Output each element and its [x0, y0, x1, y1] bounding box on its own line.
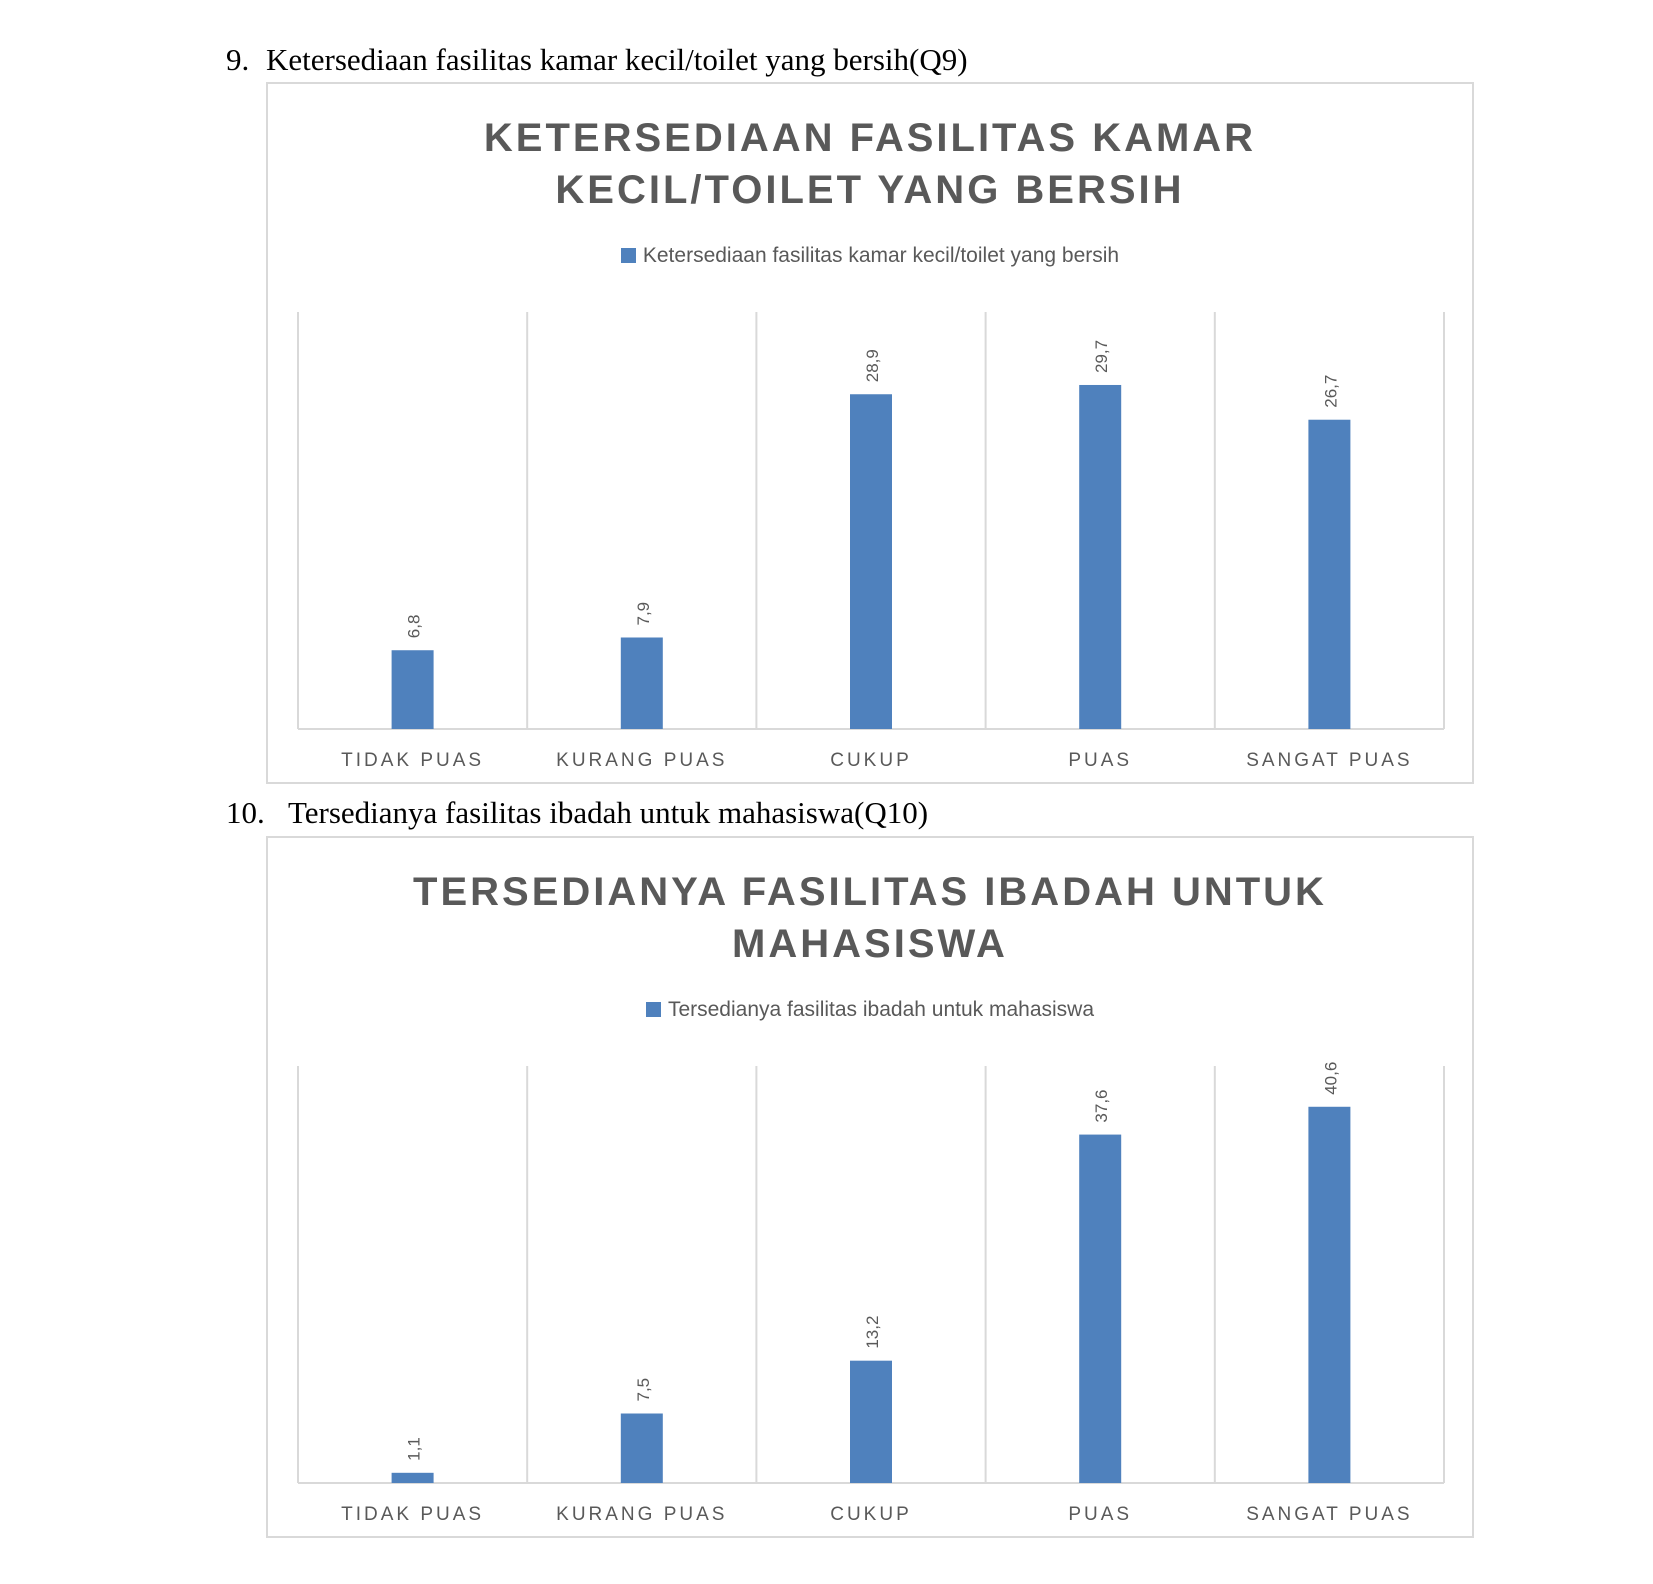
chart-plot-area — [268, 838, 1476, 1540]
bar — [392, 650, 434, 729]
bar — [850, 394, 892, 729]
section-title: Tersedianya fasilitas ibadah untuk mahasiswa(Q10) — [288, 795, 929, 830]
bar — [1079, 385, 1121, 729]
x-tick-label: CUKUP — [830, 1504, 912, 1525]
bar — [392, 1473, 434, 1483]
x-tick-label: TIDAK PUAS — [341, 750, 485, 771]
bar — [1308, 1107, 1350, 1483]
bar — [1079, 1135, 1121, 1483]
data-label: 13,2 — [863, 1315, 882, 1349]
bar — [621, 1414, 663, 1484]
data-label: 40,6 — [1321, 1061, 1341, 1095]
section-title: Ketersediaan fasilitas kamar kecil/toilet yang bersih(Q9) — [266, 42, 968, 77]
section-number: 10. — [226, 795, 265, 830]
data-label: 1,1 — [404, 1437, 424, 1461]
chart-title-line-1: KETERSEDIAAN FASILITAS KAMAR — [483, 116, 1257, 160]
x-tick-label: PUAS — [1068, 1504, 1133, 1525]
data-label: 7,5 — [633, 1377, 653, 1402]
x-tick-label: SANGAT PUAS — [1246, 1504, 1413, 1525]
bar — [1308, 420, 1350, 729]
data-label: 29,7 — [1092, 339, 1112, 373]
x-tick-label: KURANG PUAS — [556, 750, 728, 771]
x-tick-label: TIDAK PUAS — [341, 1504, 485, 1525]
x-tick-label: PUAS — [1068, 750, 1133, 771]
chart-title-line-2: MAHASISWA — [732, 922, 1008, 966]
data-label: 6,8 — [404, 614, 424, 639]
chart-q10 — [266, 836, 1474, 1538]
legend-label: Ketersediaan fasilitas kamar kecil/toilet yang bersih — [642, 244, 1120, 267]
section-number: 9. — [226, 42, 250, 77]
data-label: 7,9 — [633, 601, 653, 626]
data-label: 37,6 — [1092, 1089, 1112, 1123]
x-tick-label: CUKUP — [830, 750, 912, 771]
bar — [621, 637, 663, 729]
legend-label: Tersedianya fasilitas ibadah untuk mahasiswa — [667, 998, 1095, 1021]
chart-plot-area — [268, 84, 1476, 786]
data-label: 28,9 — [863, 349, 882, 383]
data-label: 26,7 — [1321, 374, 1341, 408]
x-tick-label: SANGAT PUAS — [1246, 750, 1413, 771]
chart-q9 — [266, 82, 1474, 784]
section-heading-q9 — [226, 42, 968, 78]
chart-title-line-1: TERSEDIANYA FASILITAS IBADAH UNTUK — [413, 870, 1327, 914]
section-heading-q10 — [226, 795, 928, 831]
bar — [850, 1361, 892, 1483]
x-tick-label: KURANG PUAS — [556, 1504, 728, 1525]
chart-title-line-2: KECIL/TOILET YANG BERSIH — [555, 168, 1185, 212]
